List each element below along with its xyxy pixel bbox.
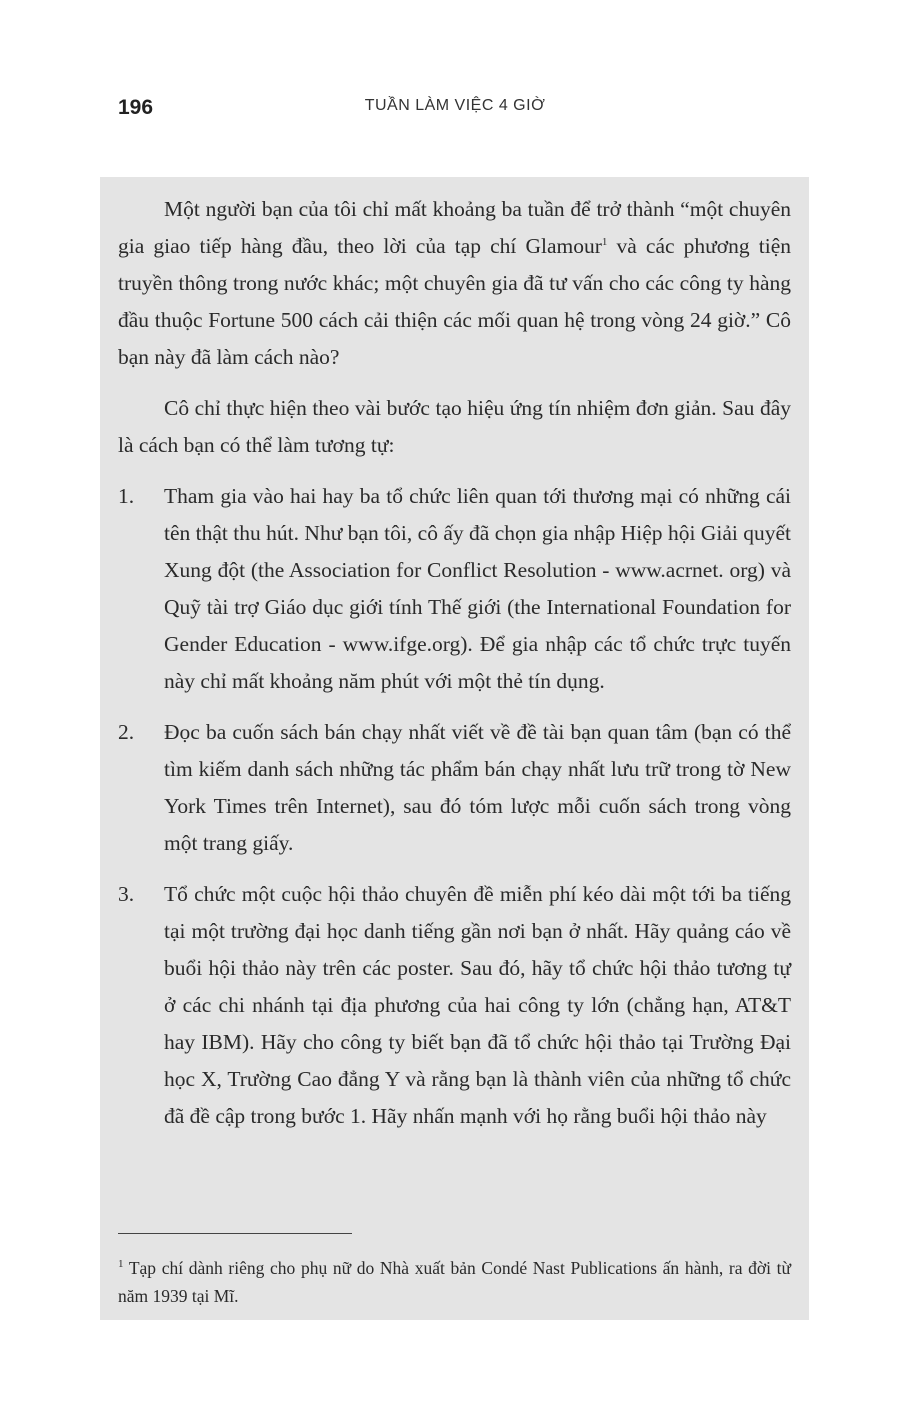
page-body: [118, 191, 791, 1149]
steps-list: [118, 478, 791, 1135]
running-header-title: TUẦN LÀM VIỆC 4 GIỜ: [364, 97, 546, 114]
list-item: [118, 876, 791, 1135]
list-item-number: 3.: [118, 882, 135, 906]
list-item: [118, 478, 791, 700]
footnote: [118, 1254, 791, 1310]
footnote-divider: [118, 1233, 352, 1234]
list-item-number: 2.: [118, 720, 135, 744]
list-item-text: Tổ chức một cuộc hội thảo chuyên đề miễn phí kéo dài một tới ba tiếng tại một trường đại học danh tiếng gần nơi bạn ở nhất. Hãy quảng cáo về buổi hội thảo này trên các poster. Sau đó, hãy tổ chức hội thảo tương tự ở các chi nhánh tại địa phương của hai công ty lớn (chẳng hạn, AT&T hay IBM). Hãy cho công ty biết bạn đã tổ chức hội thảo tại Trường Đại học X, Trường Cao đẳng Y và rằng bạn là thành viên của những tổ chức đã đề cập trong bước 1. Hãy nhấn mạnh với họ rằng buổi hội thảo này: [164, 882, 791, 1128]
footnote-marker: 1: [118, 1258, 124, 1271]
list-item: [118, 714, 791, 862]
footnote-text: Tạp chí dành riêng cho phụ nữ do Nhà xuất bản Condé Nast Publications ấn hành, ra đời từ năm 1939 tại Mĩ.: [118, 1258, 791, 1306]
list-item-text: Đọc ba cuốn sách bán chạy nhất viết về đề tài bạn quan tâm (bạn có thể tìm kiếm danh sách những tác phẩm bán chạy nhất lưu trữ trong tờ New York Times trên Internet), sau đó tóm lược mỗi cuốn sách trong vòng một trang giấy.: [164, 720, 791, 855]
list-item-text: Tham gia vào hai hay ba tổ chức liên quan tới thương mại có những cái tên thật thu hút. Như bạn tôi, cô ấy đã chọn gia nhập Hiệp hội Giải quyết Xung đột (the Association for Conflict Resolution - www.acrnet. org) và Quỹ tài trợ Giáo dục giới tính Thế giới (the International Foundation for Gender Education - www.ifge.org). Để gia nhập các tổ chức trực tuyến này chỉ mất khoảng năm phút với một thẻ tín dụng.: [164, 484, 791, 693]
list-item-number: 1.: [118, 484, 135, 508]
paragraph-1-text-b: và các phương tiện truyền thông trong nước khác; một chuyên gia đã tư vấn cho các công ty hàng đầu thuộc Fortune 500 cách cải thiện các mối quan hệ trong vòng 24 giờ.” Cô bạn này đã làm cách nào?: [118, 234, 792, 369]
paragraph-1: [118, 191, 791, 376]
page-number: 196: [118, 96, 154, 119]
paragraph-1-text-a: Một người bạn của tôi chỉ mất khoảng ba tuần để trở thành “một chuyên gia giao tiếp hàng đầu, theo lời của tạp chí Glamour: [118, 197, 791, 258]
footnote-ref: 1: [601, 235, 608, 248]
paragraph-2: Cô chỉ thực hiện theo vài bước tạo hiệu ứng tín nhiệm đơn giản. Sau đây là cách bạn có thể làm tương tự:: [118, 396, 791, 457]
